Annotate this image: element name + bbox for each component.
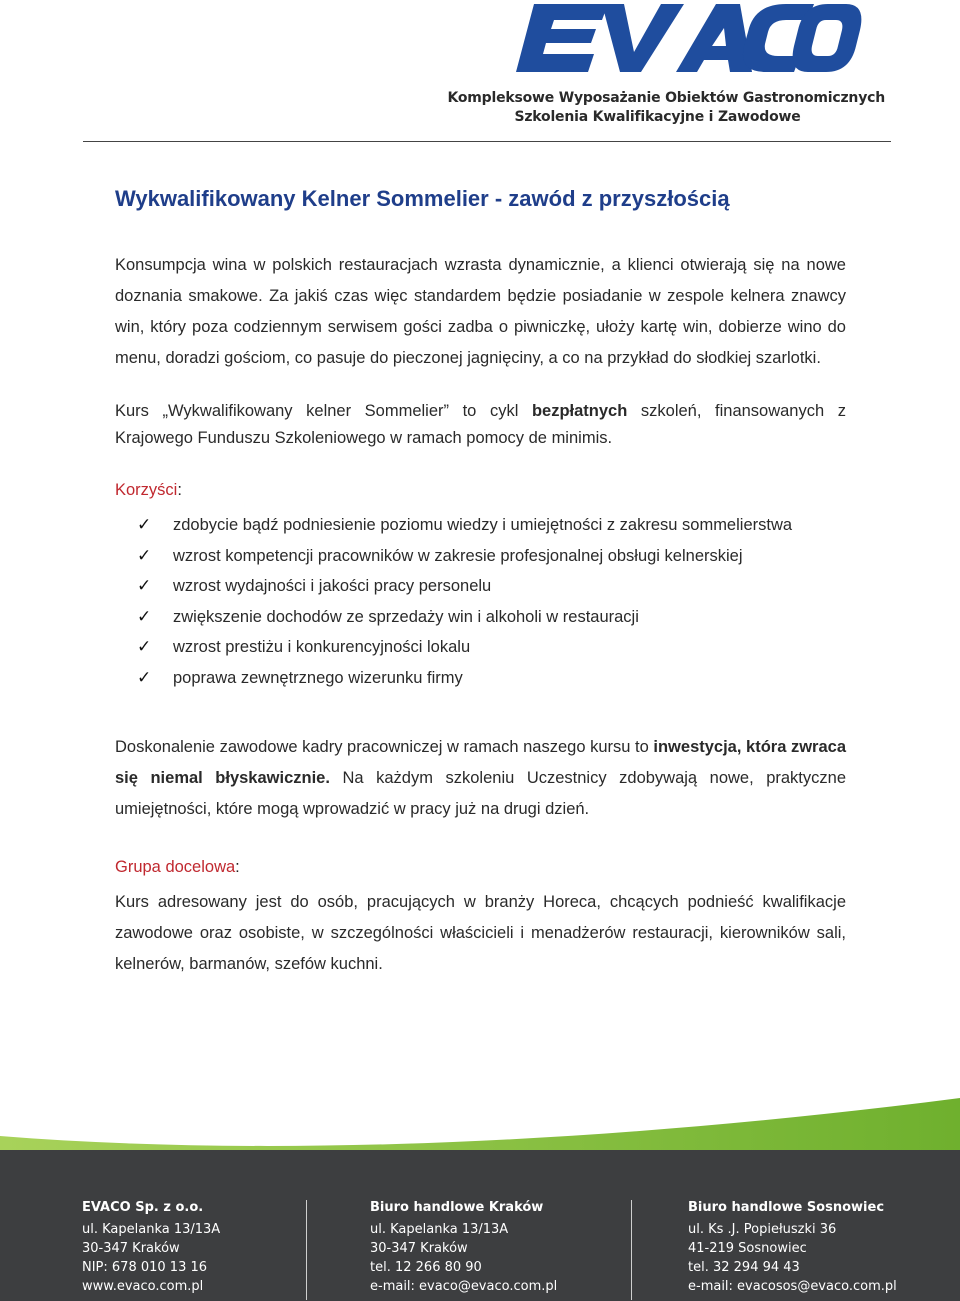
- investment-paragraph: [115, 732, 846, 825]
- check-icon: ✓: [137, 545, 152, 566]
- footer-address: ul. Kapelanka 13/13A: [370, 1222, 509, 1237]
- benefits-heading: [115, 478, 846, 502]
- benefits-heading-text: Korzyści: [115, 481, 178, 499]
- intro-paragraph: Konsumpcja wina w polskich restauracjach wzrasta dynamicznie, a klienci otwierają się na nowe doznania smakowe. Za jakiś czas więc standardem będzie posiadanie w zespole kelnera znawcy win, który poza codziennym serwisem gości zadba o piwniczkę, ułoży kartę win, dobierze wino do menu, doradzi gościom, co pasuje do pieczonej jagnięciny, a co na przykład do słodkiej szarlotki.: [115, 256, 846, 367]
- target-group-heading: [115, 855, 846, 879]
- footer-company-heading: EVACO Sp. z o.o.: [82, 1200, 204, 1215]
- check-icon: ✓: [137, 606, 152, 627]
- footer-email-link[interactable]: e-mail: evacosos@evaco.com.pl: [688, 1279, 897, 1294]
- footer-krakow-heading: Biuro handlowe Kraków: [370, 1200, 544, 1215]
- check-icon: ✓: [137, 515, 152, 535]
- benefits-heading-colon: :: [177, 481, 182, 499]
- tagline-line-2: Szkolenia Kwalifikacyjne i Zawodowe: [514, 109, 801, 125]
- footer-city: 30-347 Kraków: [370, 1241, 468, 1256]
- check-icon: ✓: [137, 576, 152, 597]
- benefit-text: zdobycie bądź podniesienie poziomu wiedzy i umiejętności z zakresu sommelierstwa: [173, 516, 793, 534]
- list-item: [115, 632, 846, 663]
- target-group-paragraph: Kurs adresowany jest do osób, pracujących w branży Horeca, chcących podnieść kwalifikacje zawodowe oraz osobiste, w szczególności właścicieli i menadżerów restauracji, kierowników sali, kelnerów, barmanów, szefów kuchni.: [115, 892, 846, 973]
- footer-website-link[interactable]: www.evaco.com.pl: [82, 1279, 204, 1294]
- document-title: Wykwalifikowany Kelner Sommelier - zawód z przyszłością: [115, 186, 730, 211]
- tagline-line-1: Kompleksowe Wyposażanie Obiektów Gastronomicznych: [447, 90, 885, 106]
- benefit-text: wzrost prestiżu i konkurencyjności lokalu: [173, 638, 471, 657]
- document-body: [115, 184, 846, 980]
- course-text-b: szkoleń, finansowanych z Krajowego Funduszu Szkoleniowego w ramach pomocy de minimis.: [115, 402, 847, 447]
- benefit-text: zwiększenie dochodów ze sprzedaży win i alkoholi w restauracji: [173, 607, 639, 626]
- investment-text-b: Na każdym szkoleniu Uczestnicy zdobywają nowe, praktyczne umiejętności, które mogą wprowadzić w pracy już na drugi dzień.: [115, 768, 846, 818]
- list-item: [115, 663, 846, 694]
- investment-text-bold: inwestycja, która zwraca się niemal błyskawicznie.: [115, 737, 846, 787]
- footer-city: 41-219 Sosnowiec: [688, 1241, 807, 1256]
- course-text-a: Kurs „Wykwalifikowany kelner Sommelier” to cykl: [115, 402, 532, 420]
- footer-phone: tel. 32 294 94 43: [688, 1260, 800, 1275]
- footer-company-info: [82, 1198, 220, 1296]
- footer-nip: NIP: 678 010 13 16: [82, 1260, 208, 1275]
- footer-divider: [631, 1200, 632, 1300]
- header-divider: [83, 141, 891, 142]
- footer-divider: [306, 1200, 307, 1300]
- list-item: [115, 602, 846, 633]
- check-icon: ✓: [137, 667, 152, 688]
- benefits-list: [115, 510, 846, 694]
- footer-office-krakow: [370, 1198, 557, 1296]
- check-icon: ✓: [137, 637, 152, 658]
- list-item: [115, 510, 846, 541]
- course-text-bold: bezpłatnych: [531, 402, 628, 420]
- target-heading-colon: :: [235, 857, 240, 876]
- evaco-logo: [516, 2, 862, 82]
- footer-city: 30-347 Kraków: [82, 1241, 180, 1256]
- benefit-text: poprawa zewnętrznego wizerunku firmy: [173, 668, 463, 687]
- footer-phone: tel. 12 266 80 90: [370, 1260, 482, 1275]
- target-heading-text: Grupa docelowa: [115, 857, 236, 876]
- footer-address: ul. Kapelanka 13/13A: [82, 1222, 221, 1237]
- footer-address: ul. Ks .J. Popiełuszki 36: [688, 1222, 837, 1237]
- company-tagline: [447, 89, 885, 127]
- footer-sosnowiec-heading: Biuro handlowe Sosnowiec: [688, 1200, 885, 1215]
- benefit-text: wzrost wydajności i jakości pracy personelu: [173, 577, 492, 596]
- footer-office-sosnowiec: [688, 1198, 897, 1296]
- list-item: [115, 541, 846, 572]
- list-item: [115, 571, 846, 602]
- benefit-text: wzrost kompetencji pracowników w zakresie profesjonalnej obsługi kelnerskiej: [173, 546, 743, 565]
- course-paragraph: [115, 398, 846, 452]
- footer-email-link[interactable]: e-mail: evaco@evaco.com.pl: [370, 1279, 558, 1294]
- investment-text-a: Doskonalenie zawodowe kadry pracowniczej w ramach naszego kursu to: [115, 737, 654, 756]
